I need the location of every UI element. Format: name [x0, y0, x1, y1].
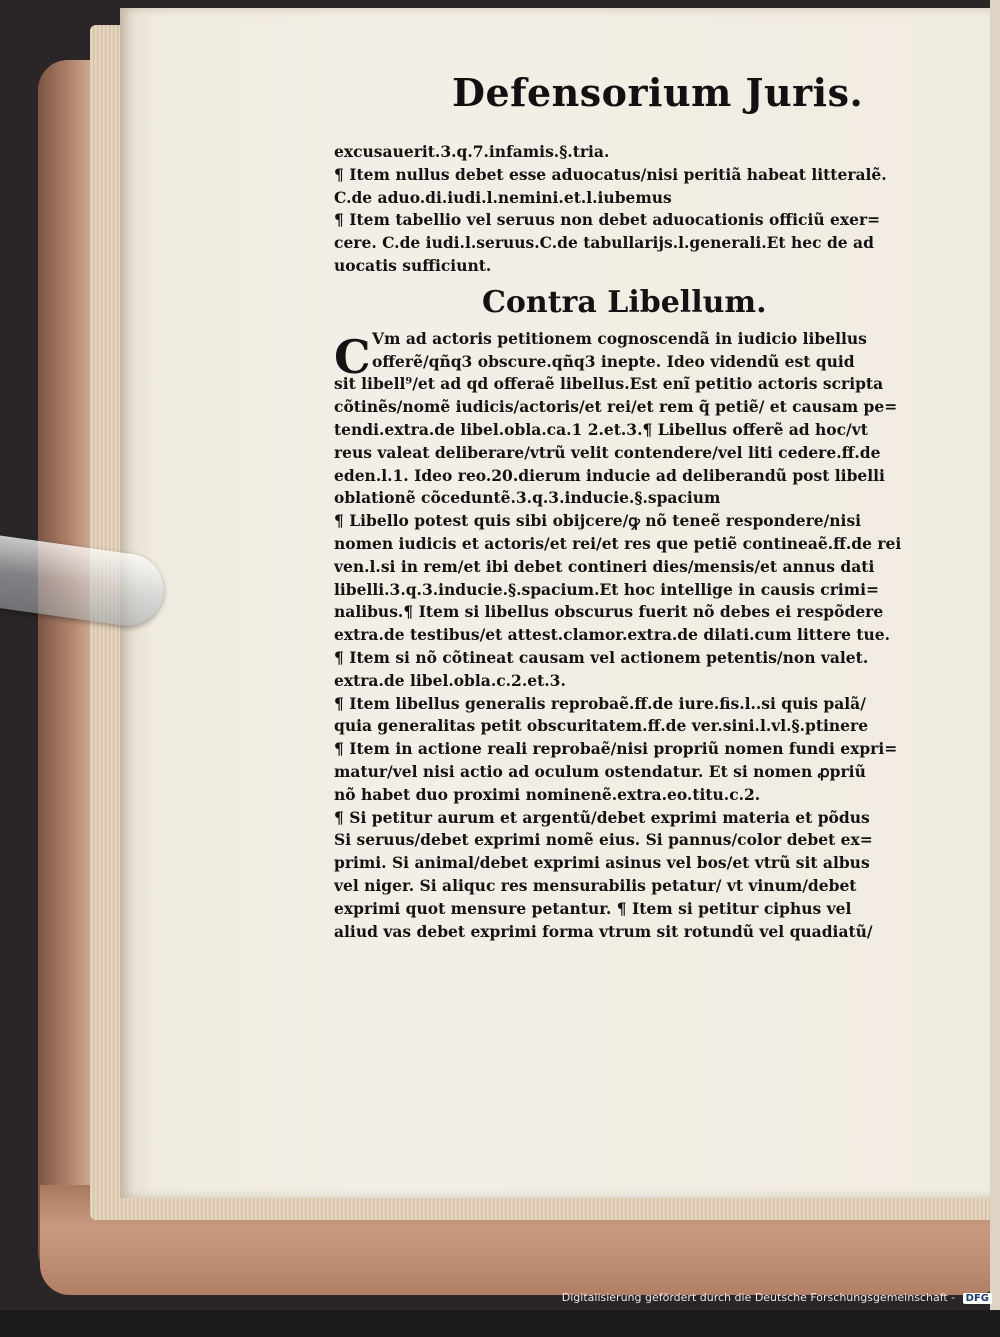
text-line: Si seruus/debet exprimi nomẽ eius. Si pannus/color debet ex=: [334, 830, 873, 850]
text-line: ¶ Item libellus generalis reprobaẽ.ff.de iure.fis.l..si quis palã/: [334, 693, 866, 713]
top-lines: [334, 141, 914, 278]
text-line: cere. C.de iudi.l.seruus.C.de tabullarijs.l.generali.Et hec de ad: [334, 233, 874, 253]
text-line: libelli.3.q.3.inducie.§.spacium.Et hoc intellige in causis crimi=: [334, 579, 880, 599]
text-line: reus valeat deliberare/vtrũ velit contendere/vel liti cedere.ff.de: [334, 442, 881, 462]
dfg-logo: DFG: [963, 1293, 992, 1304]
running-title: Defensorium Juris.: [452, 70, 864, 115]
section-title: Contra Libellum.: [482, 284, 767, 320]
text-line: ¶ Item in actione reali reprobaẽ/nisi propriũ nomen fundi expri=: [334, 739, 898, 759]
text-line: uocatis sufficiunt.: [334, 255, 492, 275]
dropcap-letter: C: [334, 329, 371, 384]
text-line: ¶ Si petitur aurum et argentũ/debet exprimi materia et põdus: [334, 807, 870, 827]
text-line: extra.de testibus/et attest.clamor.extra.de dilati.cum littere tue.: [334, 625, 891, 645]
text-line: Vm ad actoris petitionem cognoscendã in iudicio libellus: [372, 328, 867, 348]
text-line: eden.l.1. Ideo reo.20.dierum inducie ad deliberandũ post libelli: [334, 465, 885, 485]
text-line: nõ habet duo proximi nominenẽ.extra.eo.titu.c.2.: [334, 784, 761, 804]
text-line: oblationẽ cõceduntẽ.3.q.3.inducie.§.spacium: [334, 488, 721, 508]
text-line: exprimi quot mensure petantur. ¶ Item si petitur ciphus vel: [334, 898, 852, 918]
page-right-margin: [990, 0, 1000, 1310]
text-line: ven.l.si in rem/et ibi debet contineri dies/mensis/et annus dati: [334, 556, 875, 576]
text-line: excusauerit.3.q.7.infamis.§.tria.: [334, 142, 610, 161]
body-lines: [334, 373, 914, 943]
text-line: quia generalitas petit obscuritatem.ff.de ver.sini.l.vl.§.ptinere: [334, 716, 869, 736]
text-line: nomen iudicis et actoris/et rei/et res que petiẽ contineaẽ.ff.de rei: [334, 533, 902, 553]
text-line: extra.de libel.obla.c.2.et.3.: [334, 670, 566, 690]
text-line: matur/vel nisi actio ad oculum ostendatur. Et si nomen ꝓpriũ: [334, 761, 866, 781]
credit-text: Digitalisierung gefördert durch die Deutsche Forschungsgemeinschaft -: [561, 1291, 956, 1304]
text-line: ¶ Item tabellio vel seruus non debet aduocationis officiũ exer=: [334, 210, 881, 230]
text-line: aliud vas debet exprimi forma vtrum sit rotundũ vel quadiatũ/: [334, 921, 873, 941]
text-line: ¶ Libello potest quis sibi obijcere/ꝙ nõ teneẽ respondere/nisi: [334, 511, 862, 531]
text-line: tendi.extra.de libel.obla.ca.1 2.et.3.¶ Libellus offerẽ ad hoc/vt: [334, 419, 868, 439]
text-line: vel niger. Si aliquc res mensurabilis petatur/ vt vinum/debet: [334, 875, 857, 895]
text-block: [334, 141, 914, 943]
text-line: cõtinẽs/nomẽ iudicis/actoris/et rei/et rem q̃ petiẽ/ et causam pe=: [334, 397, 898, 417]
text-line: ¶ Item si nõ cõtineat causam vel actionem petentis/non valet.: [334, 647, 869, 667]
text-line: primi. Si animal/debet exprimi asinus vel bos/et vtrũ sit albus: [334, 853, 870, 873]
text-line: C.de aduo.di.iudi.l.nemini.et.l.iubemus: [334, 187, 672, 207]
text-line: nalibus.¶ Item si libellus obscurus fuerit nõ debes ei respõdere: [334, 602, 884, 622]
text-line: sit libell⁹/et ad qd offeraẽ libellus.Est enĩ petitio actoris scripta: [334, 374, 884, 394]
text-line: offerẽ/qñq3 obscure.qñq3 inepte. Ideo videndũ est quid: [372, 351, 855, 371]
digitization-credit: [562, 1291, 992, 1304]
text-line: ¶ Item nullus debet esse aduocatus/nisi peritiã habeat litteralẽ.: [334, 164, 887, 184]
